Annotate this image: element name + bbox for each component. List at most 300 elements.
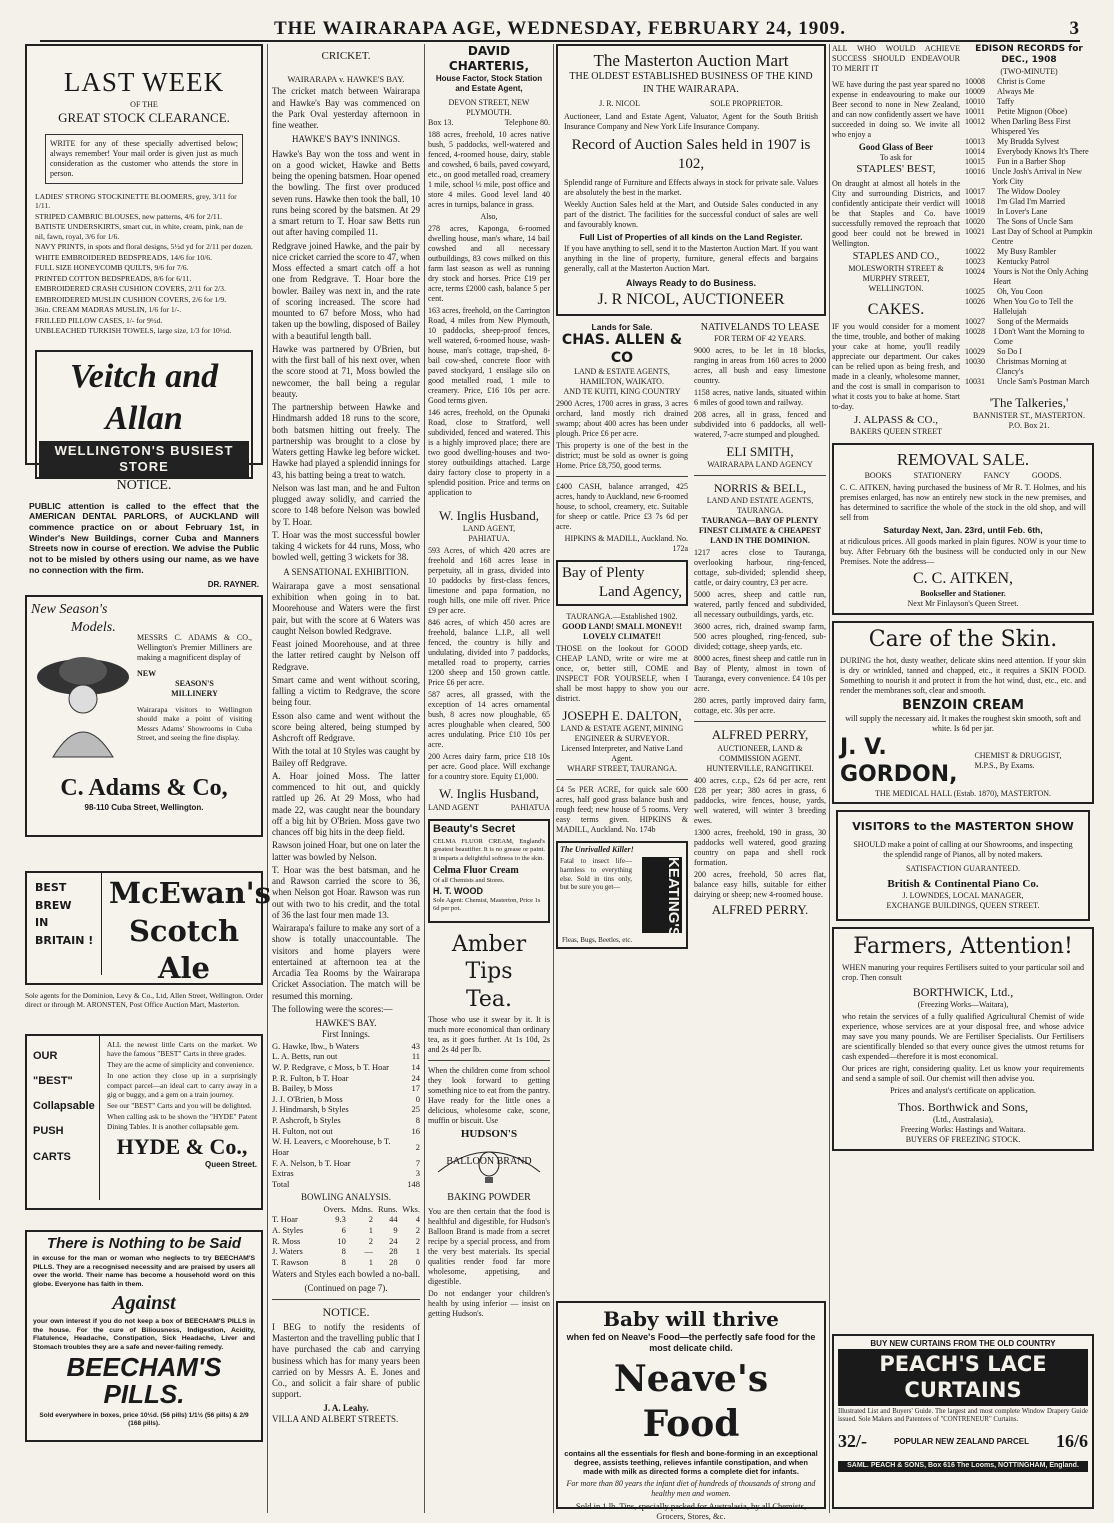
record-number: 10011	[965, 106, 985, 116]
agent-town: TAURANGA.	[736, 506, 784, 516]
company-name: British & Continental Piano Co.	[887, 877, 1039, 890]
ad-body: Auctioneer, Land and Estate Agent, Valuator, Agent for the South British Insurance Company and New York Life Insurance Company.	[564, 112, 818, 132]
article-title: CRICKET.	[321, 50, 371, 62]
paragraph: T. Hoar was the best batsman, and he and Rawson carried the score to 36, when Nelson got Hoar. Rawson was run out with two to his credit, and the total of 36 the last four men made 13.	[272, 864, 420, 920]
property-listing: 1300 acres, freehold, 190 in grass, 30 paddocks well watered, good grazing country on papa and shell rock formation.	[694, 827, 826, 867]
table-row	[272, 1214, 420, 1225]
table-cell: 2	[415, 1224, 420, 1235]
wood-name: H. T. WOOD	[433, 885, 483, 896]
beecham-name	[33, 1354, 255, 1409]
record-number: 10023	[965, 256, 985, 266]
notice-signature: J. A. Leahy.	[323, 1402, 369, 1413]
ad-footnote: Sold in 1 lb. Tins, specially packed for Australasia, by all Chemists, Grocers, Stores, &c.	[575, 1500, 807, 1522]
hudson-name: HUDSON'S	[460, 1128, 518, 1140]
ad-heading: SATISFACTION GUARANTEED.	[905, 863, 1021, 873]
piano-show-ad	[836, 810, 1090, 922]
agent-subtitle: LAND & ESTATE AGENTS,	[574, 367, 670, 377]
record-title: My Busy Rambler	[997, 246, 1057, 256]
record-number: 10018	[965, 196, 985, 206]
ad-body: THOSE on the lookout for GOOD CHEAP LAND, write or wire me at once, or, better still, COME and INSPECT FOR YOURSELF, when I shall be most happy to show you our district.	[556, 643, 688, 703]
paragraph: A. Hoar joined Moss. The latter commenced to hit out, and quickly rattled up 26. At 29 Moss, who had made 22, was caught near the boundary off a big hit by O'Brien. Moss gave two chances off big hits in the deep field.	[272, 770, 420, 838]
table-cell: J. J. O'Brien, b Moss	[272, 1093, 343, 1104]
owner-role: SOLE PROPRIETOR.	[710, 99, 783, 109]
record-number: 10021	[965, 226, 985, 236]
record-number: 10022	[965, 246, 985, 256]
paragraph: The cricket match between Wairarapa and Hawke's Bay was commenced on the Park Oval yesterday afternoon in fine weather.	[272, 86, 420, 131]
record-number: 10029	[965, 346, 985, 356]
ad-label: CARTS	[33, 1150, 71, 1163]
charteris-subtitle: House Factor, Stock Station and Estate Agent,	[435, 74, 543, 93]
beecham-name-line: BEECHAM'S	[66, 1352, 222, 1383]
paragraph: Wairarapa gave a most sensational exhibition when going in to bat. Moorehouse and Waters were the first pair, but with the score at 6 Waters was caught Nelson bowled Redgrave.	[272, 580, 420, 636]
ad-body: You are then certain that the food is healthful and digestible, for Hudson's Balloon Brand is made from a secret recipe by a special process, and from the very best materials. Its special qualities render food far more wholesome, appetising, and digestible.	[428, 1206, 550, 1286]
notice-title: NOTICE.	[116, 478, 172, 493]
paragraph: Hawke was partnered by O'Brien, but with the first ball of his next over, when the score stood at 71, Moss bowled the newcomer, the ball being a regular beauty.	[272, 343, 420, 399]
property-listing: 1217 acres close to Tauranga, overlooking harbour, ring-fenced, cottage, sub-divided; splendid sheep, cattle, or dairy country, £3 per acre.	[694, 548, 826, 588]
ad-body: Our prices are right, considering quality. Let us know your requirements and send a sample of soil. Our chemist will then advise you.	[842, 1063, 1084, 1083]
table-row	[272, 1236, 420, 1247]
gordon-subtitle: CHEMIST & DRUGGIST, M.P.S., By Exams.	[974, 751, 1062, 771]
keatings-ad	[556, 841, 688, 949]
ad-body: your own interest if you do not keep a box of BEECHAM'S PILLS in the house. For the cure of Biliousness, Indigestion, Acidity, Flatulence, Headache, Constipation, Sick Headache, Liver and Stomach troubles they are a safe and never-failing remedy.	[33, 1318, 255, 1351]
ad-label: BRITAIN !	[35, 933, 94, 947]
ad-heading: Against	[112, 1292, 176, 1315]
record-number: 10028	[965, 326, 985, 336]
record-title: The Widow Dooley	[997, 186, 1061, 196]
divider	[694, 475, 826, 476]
list-item	[965, 87, 1093, 97]
record-title: Oh, You Coon	[997, 286, 1043, 296]
table-cell: 2	[368, 1235, 373, 1246]
ad-title: REMOVAL SALE.	[896, 450, 1030, 470]
ad-body: If you have anything to sell, send it to the Masterton Auction Mart. If you want anything in the line of property, furniture, general effects and bargains generally, call at the Masterton Auction Mart.	[564, 244, 818, 274]
ad-heading: Good Glass of Beer	[858, 142, 934, 152]
record-title: Yours is Not the Only Aching Heart	[993, 266, 1089, 286]
record-title: When You Go to Tell the Hallelujah	[993, 296, 1073, 316]
column-1	[25, 44, 271, 1513]
hyde-push-carts-ad	[25, 1034, 263, 1210]
ad-label: Collapsable	[33, 1100, 95, 1113]
list-item	[965, 187, 1093, 197]
table-cell: 10	[337, 1235, 346, 1246]
divider	[428, 1060, 550, 1061]
notice-body: PUBLIC attention is called to the effect that the AMERICAN DENTAL PARLORS, of AUCKLAND will commence practice on or about February 1st, in Winder's New Buildings, corner Cuba and Manners Streets now in course of erection. We advise the Public not to be misled by others using our name, as we have no connection with the firm.	[29, 500, 259, 575]
beecham-pills-ad	[25, 1230, 263, 1442]
ad-body: will supply the necessary aid. It makes the roughest skin smooth, soft and white. Is 6d per jar.	[845, 713, 1081, 733]
list-item	[965, 107, 1093, 117]
table-row	[272, 1062, 420, 1073]
column-rule	[424, 44, 425, 1513]
mcewan-ale-ad	[25, 871, 271, 986]
notice-signature: DR. RAYNER.	[207, 579, 259, 589]
ad-label: "BEST"	[33, 1074, 73, 1087]
record-title: Petite Mignon (Oboe)	[997, 106, 1068, 116]
table-cell: J. Hindmarsh, b Styles	[272, 1104, 349, 1115]
table-cell: 9.3	[335, 1214, 346, 1225]
paragraph: Smart came and went without scoring, falling a victim to Redgrave, the score being four.	[272, 674, 420, 708]
parcel-name: POPULAR NEW ZEALAND PARCEL	[894, 1436, 1029, 1446]
table-row	[272, 1246, 420, 1257]
table-cell: 8	[341, 1246, 346, 1257]
table-cell: 8	[415, 1115, 420, 1125]
ad-subtitle: OF THE	[130, 99, 158, 109]
column-rule	[267, 44, 268, 1513]
property-listing: £400 CASH, balance arranged, 425 acres, handy to Auckland, new 6-roomed house, to school, creamery, etc. Suitable for sheep or cattle. Price £3 7s 6d per acre.	[556, 482, 688, 532]
owner-name: J. R. NICOL	[599, 99, 640, 109]
table-cell: R. Moss	[272, 1235, 301, 1246]
property-listing: 188 acres, freehold, 10 acres native bush, 5 paddocks, well-watered and fenced, 4-roomed house, dairy, stable and cowshed, 6 bails, paved cowyard, etc., on good metalled road, creamery 1 mile, school ½ mile, post office and store 4 miles. Good level land 40 acres in turnips, balance in grass.	[428, 130, 550, 209]
paragraph: Wairarapa's failure to make any sort of a show is totally unaccountable. The visitors and home players were entertained at afternoon tea at the Arcadia Tea Rooms by the Wairarapa Cricket Association. The match will be resumed this morning.	[272, 923, 420, 1001]
brand-name: STAPLES' BEST,	[856, 163, 936, 176]
agent-town: AND TE KUITI, KING COUNTRY	[563, 387, 681, 397]
left-subcolumn	[556, 322, 688, 955]
divider	[694, 721, 826, 722]
ad-label: OUR	[33, 1049, 58, 1062]
agent-subtitle: WAIRARAPA LAND AGENCY	[707, 460, 813, 470]
ad-subtitle: (TWO-MINUTE)	[1000, 66, 1058, 76]
subheading: HAWKE'S BAY'S INNINGS.	[292, 134, 400, 145]
ad-heading: Record of Auction Sales held in 1907 is 102,	[571, 137, 811, 172]
ad-body: who retain the services of a fully qualified Agricultural Chemist of wide experience, whose services are at your disposal free, and whose advice may save you many pounds. We are Fertiliser Specialists. Our Fertilisers are scientifically blended so that every ounce gives the utmost returns for cash expended—therefore it is most economical.	[842, 1011, 1084, 1061]
list-item	[965, 167, 1093, 187]
ad-body: Illustrated List and Buyers' Guide. The largest and most complete Window Drapery Guide issued. Sole Makers and Patentees of "CONTRENEUR" Curtains.	[838, 1407, 1088, 1423]
ad-label: IN	[35, 916, 49, 930]
ad-footnote: Sold everywhere in boxes, price 10½d. (56 pills) 1/1½ (56 pills) & 2/9 (168 pills).	[39, 1411, 249, 1427]
subheading: HAWKE'S BAY.	[315, 1018, 377, 1029]
record-number: 10015	[965, 156, 985, 166]
record-number: 10027	[965, 316, 985, 326]
company-subtitle: BUYERS OF FREEZING STOCK.	[905, 1134, 1021, 1144]
talkeries-address: BANNISTER ST., MASTERTON.	[973, 410, 1085, 420]
aitken-subtitle: Bookseller and Stationer.	[920, 589, 1006, 599]
agent-town: HUNTERVILLE, RANGITIKEI.	[706, 763, 814, 773]
gordon-address: THE MEDICAL HALL (Estab. 1870), MASTERTON.	[874, 788, 1052, 798]
adams-address: 98-110 Cuba Street, Wellington.	[84, 803, 204, 812]
table-cell: 6	[341, 1224, 346, 1235]
property-listing: 8000 acres, finest sheep and cattle run in Bay of Plenty, almost in town of Tauranga, every convenience. £4 10s per acre.	[694, 654, 826, 694]
property-listing: 9000 acres, to be let in 18 blocks, ranging in areas from 160 acres to 2000 acres, all bush and easy limestone country.	[694, 346, 826, 386]
peach-name: PEACH'S LACE CURTAINS	[838, 1349, 1088, 1406]
record-number: 10019	[965, 206, 985, 216]
list-item	[965, 207, 1093, 217]
list-item	[965, 357, 1093, 377]
company-name: STAPLES AND CO.,	[852, 251, 940, 262]
table-row	[272, 1083, 420, 1094]
record-title: Uncle Josh's Arrival in New York City	[992, 166, 1082, 186]
sale-items	[35, 192, 253, 336]
subheading: BOWLING ANALYSIS.	[300, 1192, 392, 1203]
paragraph: The partnership between Hawke and Hindmarsh added 18 runs to the score, both batsmen hitting out freely. The partnership was brought to a close by Waters getting Hawke leg before wicket. Hawke had played a splendid innings for 43, his batting being a treat to watch.	[272, 402, 420, 480]
table-cell: 17	[411, 1083, 420, 1094]
table-cell: L. A. Betts, run out	[272, 1051, 338, 1062]
company-name: J. ALPASS & CO.,	[854, 413, 938, 426]
ad-title: LAST WEEK	[63, 67, 225, 97]
table-cell: A. Styles	[272, 1224, 304, 1235]
divider	[556, 476, 688, 477]
ad-body: Of all Chemists and Stores.	[433, 877, 505, 885]
list-item: UNBLEACHED TURKISH TOWELS, large size, 1/3 for 10½d.	[35, 326, 232, 336]
record-title: In Lover's Lane	[997, 206, 1048, 216]
lady-hat-illustration-icon	[33, 647, 133, 757]
property-listing: 593 Acres, of which 420 acres are freehold and 168 acres lease in perpetuity, all in grass, divided into 10 paddocks by first-class fences, limestone and papa formation, no rough hills, one mile off river. Price £9 per acre.	[428, 546, 550, 616]
ad-intro: WRITE for any of these specially advertised below; always remember! Your mail order is given just as much consideration as the customer who attends the store in person.	[45, 134, 243, 184]
table-cell: 11	[411, 1051, 420, 1062]
list-item	[965, 247, 1093, 257]
record-number: 10030	[965, 356, 985, 366]
page-number: 3	[1069, 18, 1080, 39]
company-address: BAKERS QUEEN STREET	[850, 427, 942, 437]
charteris-box: Box 13.	[428, 118, 454, 127]
list-item: BATISTE UNDERSKIRTS, smart cut, in white, cream, pink, nan de nil, fawn, royal, 3/6 for 1/6.	[35, 222, 243, 241]
column-rule	[553, 44, 554, 1513]
table-cell: H. Fulton, not out	[272, 1125, 333, 1136]
list-item	[965, 297, 1093, 317]
ad-subtitle: THE OLDEST ESTABLISHED BUSINESS OF THE KIND IN THE WAIRARAPA.	[569, 71, 813, 95]
ad-title: There is Nothing to be Said	[46, 1234, 242, 1252]
property-listing: This property is one of the best in the district; must be sold as owner is going Home. Price £8,750, good terms.	[556, 441, 688, 471]
record-title: Always Me	[997, 86, 1035, 96]
charteris-name: DAVID CHARTERIS,	[448, 44, 530, 73]
table-row	[272, 1104, 420, 1115]
table-cell: 44	[389, 1214, 398, 1225]
beecham-name-line: PILLS.	[103, 1379, 185, 1410]
table-row	[272, 1051, 420, 1062]
ad-title: The Masterton Auction Mart	[593, 51, 789, 70]
ad-title: EDISON RECORDS for DEC., 1908	[975, 44, 1083, 66]
ad-body: In one action they close up in a surprisingly compact parcel—an ideal cart to carry away in a gig or buggy, and a gem on a train journey.	[107, 1071, 257, 1099]
ad-subtitle: BOOKS STATIONERY FANCY GOODS.	[864, 470, 1062, 480]
ad-body: IF you would consider for a moment the time, trouble, and bother of making your cake at home, you'll readily appreciate our department. Our cakes can be relied upon as being fresh, and made in a cleanly, wholesome manner, and the cost is small in comparison to what it costs you to bake at home. Start to-day.	[832, 321, 960, 411]
list-item	[965, 97, 1093, 107]
benzoin-name: BENZOIN CREAM	[902, 697, 1024, 713]
record-title: Song of the Mermaids	[997, 316, 1069, 326]
ad-heading: Always Ready to do Business.	[625, 278, 757, 289]
table-row	[272, 1126, 420, 1137]
agent-name: JOSEPH E. DALTON,	[562, 707, 682, 723]
bowling-table	[272, 1204, 420, 1268]
hyde-name: HYDE & Co.,	[116, 1133, 248, 1159]
ad-body: They are the acme of simplicity and convenience.	[107, 1060, 254, 1069]
record-title: Uncle Sam's Postman March	[997, 376, 1090, 386]
list-item: EMBROIDERED MUSLIN CUSHION COVERS, 2/6 for 1/9.	[35, 294, 227, 304]
notice-address: VILLA AND ALBERT STREETS.	[272, 1413, 399, 1424]
divider	[99, 1036, 100, 1200]
ad-body: contains all the essentials for flesh and bone-forming in an exceptional degree, assists teething, relieves infantile constipation, and when made with milk as directed forms a complete diet for infants.	[564, 1448, 818, 1477]
ad-heading: GOOD LAND! SMALL MONEY!! LOVELY CLIMATE!!	[562, 621, 682, 641]
column-header: Overs.	[323, 1203, 346, 1214]
record-number: 10008	[965, 76, 985, 86]
record-title: I Don't Want the Morning to Come	[993, 326, 1085, 346]
list-item	[965, 327, 1093, 347]
table-cell: 16	[411, 1125, 420, 1136]
ad-body: When calling ask to be shown the "HYDE" Patent Dining Tables. It is another collapsable gem.	[107, 1112, 257, 1131]
table-row	[272, 1257, 420, 1268]
table-cell: 9	[393, 1224, 398, 1235]
ad-label: NEW	[137, 669, 157, 678]
ad-subtitle: GREAT STOCK CLEARANCE.	[58, 109, 230, 125]
list-item	[965, 147, 1093, 157]
list-item	[965, 157, 1093, 167]
talkeries-name: 'The Talkeries,'	[989, 394, 1069, 410]
amber-title: Amber Tips	[451, 931, 527, 984]
agent-address: WHARF STREET, TAURANGA.	[567, 764, 677, 773]
ad-subtitle: when fed on Neave's Food—the perfectly safe food for the most delicate child.	[566, 1332, 816, 1354]
list-item	[965, 227, 1093, 247]
ad-body: Do not endanger your children's health by using inferior — insist on getting Hudson's.	[428, 1288, 550, 1318]
table-cell: T. Rawson	[272, 1256, 309, 1267]
divider	[272, 1299, 420, 1300]
gordon-name: J. V. GORDON,	[840, 734, 958, 788]
table-cell: W. P. Redgrave, c Moss, b T. Hoar	[272, 1061, 389, 1072]
ad-body: CELMA FLUOR CREAM, England's greatest beautifier. It is no grease or paint. It imparts a delightful softness to the skin.	[433, 838, 545, 862]
agent-town: PAHIATUA	[510, 802, 550, 812]
table-row	[272, 1168, 420, 1179]
list-item: LADIES' STRONG STOCKINETTE BLOOMERS, grey, 3/11 for 1/11.	[35, 192, 237, 211]
list-item: WHITE EMBROIDERED BEDSPREADS, 14/6 for 10/6.	[35, 252, 212, 262]
record-title: My Brudda Sylvest	[997, 136, 1060, 146]
section-title: NATIVELANDS TO LEASE	[700, 321, 820, 333]
agent-subtitle: LAND & ESTATE AGENT, MINING ENGINEER & SURVEYOR.	[560, 724, 684, 743]
logo-text: Veitch and Allan	[69, 357, 219, 438]
record-number: 10010	[965, 96, 985, 106]
ad-footnote: Fleas, Bugs, Beetles, etc.	[562, 936, 633, 945]
property-listing: 200 acres, freehold, 50 acres flat, balance easy hills, suitable for either dairying or sheep; new 4-roomed house.	[694, 869, 826, 899]
company-manager: J. LOWNDES, LOCAL MANAGER,	[902, 891, 1024, 901]
list-item	[965, 117, 1093, 137]
list-item: FRILLED PILLOW CASES, 1/- for 9½d.	[35, 315, 163, 325]
property-listing: 2900 Acres, 1700 acres in grass, 3 acres orchard, land mostly rich drained swamp; about 400 acres has been under plough. Price £6 per acre.	[556, 399, 688, 439]
table-cell: 7	[415, 1157, 420, 1168]
ad-body: Wairarapa visitors to Wellington should make a point of visiting Messrs Adams' Showrooms in Cuba Street, and seeing the fine display.	[137, 705, 252, 743]
ad-body: WHEN manuring your requires Fertilisers suited to your particular soil and crop. Then consult	[842, 962, 1084, 982]
ad-label: BEST	[35, 881, 67, 894]
ad-body: To ask for	[879, 153, 913, 163]
amber-title: Tea.	[465, 986, 513, 1012]
mcewan-footnote: Sole agents for the Dominion, Levy & Co., Ltd, Allen Street, Wellington. Order direct or through M. ARONSTEN, Post Office Auction Mart, Masterton.	[25, 991, 263, 1010]
table-cell: J. Waters	[272, 1246, 303, 1257]
ad-body: DURING the hot, dusty weather, delicate skins need attention. If your skin is dry or wrinkled, tanned and chapped, etc., it requires a SKIN FOOD. Something to nourish it and protect it from the hot wind, dust, etc., etc. and render the membranes soft, clear and smooth.	[840, 655, 1086, 695]
beauty-secret-ad	[428, 819, 550, 923]
agent-name: HIPKINS & MADILL, Auckland. No. 172a	[564, 534, 688, 554]
removal-sale-ad	[832, 443, 1094, 615]
list-item: 36in. CREAM MADRAS MUSLIN, 1/6 for 1/-.	[35, 305, 182, 315]
table-row	[272, 1136, 420, 1157]
charteris-tel: Telephone 80.	[504, 118, 550, 127]
ad-title: Care of the Skin.	[868, 627, 1058, 653]
property-listing: 846 acres, of which 450 acres are freehold, balance L.I.P., all well fenced, the country is hilly and undulating, divided into 7 paddocks, metalled road to property, carries 1200 sheep and 150 grown cattle. Price £6 per acre.	[428, 618, 550, 688]
table-cell: 25	[411, 1104, 420, 1115]
record-title: Christmas Morning at Clancy's	[996, 356, 1067, 376]
masthead-title: THE WAIRARAPA AGE, WEDNESDAY, FEBRUARY 24, 1909.	[273, 18, 847, 39]
ad-title: Beauty's Secret	[433, 822, 516, 835]
ad-body: Splendid range of Furniture and Effects always in stock for private sale. Values are absolutely the best in the market.	[564, 177, 818, 197]
agency-subtitle: TAURANGA.—Established 1902.	[566, 611, 678, 621]
property-listing: 400 acres, c.r.p., £2s 6d per acre, rent £28 per year; 380 acres in grass, 6 paddocks, wire fences, house, yards, well watered, will winter 3 breeding ewes.	[694, 775, 826, 825]
table-cell: 2	[415, 1141, 420, 1152]
ad-body: Prices and analyst's certificate on application.	[890, 1085, 1036, 1095]
table-cell: Extras	[272, 1168, 294, 1179]
paragraph: Rawson joined Hoar, but one on later the latter was bowled by Nelson.	[272, 840, 420, 862]
table-cell: Total	[272, 1178, 290, 1189]
subheading: First Innings.	[321, 1029, 370, 1040]
property-listing: 587 acres, all grassed, with the exception of 14 acres ornamental bush, 8 acres now ploughable, 65 acres ploughable when cleared, 500 acres undulating. Price £10 10s per acre.	[428, 690, 550, 750]
property-listing: 146 acres, freehold, on the Opunaki Road, close to Stratford, well subdivided, fenced and watered. This is a highly improved place; there are two good dwelling-houses and two-storey outbuildings attached. Large dairy factory close to property in a splendid position. Price and terms on application to	[428, 408, 550, 497]
paragraph: Hawke's Bay won the toss and went in on a good wicket, Hawke and Betts being the opening batsmen. Hoar opened the bowling. The first over produced seven runs. Hawke then took the ball, 10 runs being scored by the batsmen. At 29 a smart return to T. Hoar saw Betts run out after having compiled 11.	[272, 148, 420, 238]
property-listing: 1158 acres, native lands, situated within 6 miles of good town and railway.	[694, 388, 826, 408]
article-subtitle: WAIRARAPA v. HAWKE'S BAY.	[287, 73, 405, 84]
table-cell: 28	[389, 1256, 398, 1267]
ad-body: Sole Agent: Chemist, Masterton, Price 1s 6d per pot.	[433, 896, 541, 912]
company-name: Thos. Borthwick and Sons,	[897, 1099, 1029, 1114]
ad-body: Weekly Auction Sales held at the Mart, and Outside Sales conducted in any part of the district. The facilities for the successful conduct of sales are well and favourably known.	[564, 199, 818, 229]
column-4	[556, 44, 826, 1522]
list-item: STRIPED CAMBRIC BLOUSES, new patterns, 4/6 for 2/11.	[35, 211, 223, 221]
agent-name: W. Inglis Husband,	[439, 508, 539, 523]
keatings-name: KEATING'S	[642, 857, 682, 933]
table-row	[272, 1041, 420, 1052]
ad-body: For more than 80 years the infant diet of hundreds of thousands of strong and healthy men and women.	[566, 1478, 816, 1498]
property-listing: 208 acres, all in grass, fenced and subdivided into 6 paddocks, all well-watered, 7-acre stumped and ploughed.	[694, 410, 826, 440]
charteris-address: DEVON STREET, NEW PLYMOUTH.	[448, 98, 530, 117]
table-cell: 24	[389, 1235, 398, 1246]
agent-subtitle: LAND AGENT,	[462, 524, 516, 534]
records-list	[965, 77, 1093, 387]
agent-subtitle: AUCTIONEER, LAND & COMMISSION AGENT.	[717, 743, 803, 763]
table-cell: 1	[368, 1256, 373, 1267]
ad-title: Baby will thrive	[603, 1307, 779, 1331]
ad-body: When the children come from school they look forward to getting something nice to eat from the pantry. Have ready for the little ones a delicious, wholesome cake, scone, muffin or biscuit. Use	[428, 1066, 550, 1125]
list-item	[965, 197, 1093, 207]
list-item	[965, 217, 1093, 227]
list-item: PRINTED COTTON BEDSPREADS, 8/6 for 6/11.	[35, 273, 192, 283]
ad-heading: New Season's	[31, 602, 108, 617]
table-cell: P. R. Fulton, b T. Hoar	[272, 1072, 349, 1083]
agent-subtitle: LAND AGENT	[428, 802, 479, 812]
separator-text: Also,	[480, 212, 498, 221]
peach-curtains-ad	[832, 1334, 1094, 1509]
table-cell: 148	[407, 1178, 420, 1189]
company-name: BORTHWICK, Ltd.,	[912, 984, 1014, 999]
table-row	[272, 1115, 420, 1126]
ad-body: C. C. AITKEN, having purchased the business of Mr R. T. Holmes, and his premises enlarged, has now an entirely new stock in the new premises, and has determined to sacrifice the whole of the stock in the old shop, and will sell from	[840, 482, 1086, 522]
table-row	[272, 1094, 420, 1105]
ad-body: Fatal to insect life—harmless to everything else. Sold in tins only, but be sure you get—	[560, 857, 632, 892]
agent-town: HAMILTON, WAIKATO.	[580, 377, 664, 387]
record-title: Everybody Knows It's There	[997, 146, 1089, 156]
column-3	[428, 44, 550, 1513]
section-title: Lands for Sale.	[591, 321, 653, 332]
table-cell: 1	[415, 1246, 420, 1257]
list-item	[965, 267, 1093, 287]
table-cell: 2	[368, 1214, 373, 1225]
company-address: EXCHANGE BUILDINGS, QUEEN STREET.	[886, 901, 1040, 911]
hyde-street: Queen Street.	[204, 1160, 257, 1170]
table-cell: 8	[341, 1256, 346, 1267]
continued-note: (Continued on page 7).	[304, 1282, 388, 1293]
company-subtitle: (Freezing Works—Waitara),	[917, 999, 1009, 1009]
table-cell: 0	[415, 1256, 420, 1267]
ad-label: MILLINERY	[171, 689, 218, 698]
agent-name: CHAS. ALLEN & CO	[561, 332, 683, 366]
edison-records-ad	[965, 44, 1093, 437]
record-number: 10017	[965, 186, 985, 196]
property-listing: 3600 acres, rich, drained swamp farm, 500 acres ploughed, ring-fenced, sub-divided; cottage, sheep yards, etc.	[694, 622, 826, 652]
company-town: WELLINGTON.	[868, 283, 924, 293]
logo-banner: WELLINGTON'S BUSIEST STORE	[39, 441, 249, 478]
balloon-brand: BALLOON BRAND	[446, 1155, 532, 1167]
bay-of-plenty-ad	[556, 560, 688, 606]
property-listing: 163 acres, freehold, on the Carrington Road, 4 miles from New Plymouth, 10 paddocks, sheep-proof fences, well watered, 6-roomed house, wash-house, man's cottage, trap-shed, 8-bail cow-shed, concrete floor with paved stockyard, 1 ensilage silo on good metalled road, 1 mile to creamery. Price, £16 10s per acre. Good terms given.	[428, 306, 550, 405]
